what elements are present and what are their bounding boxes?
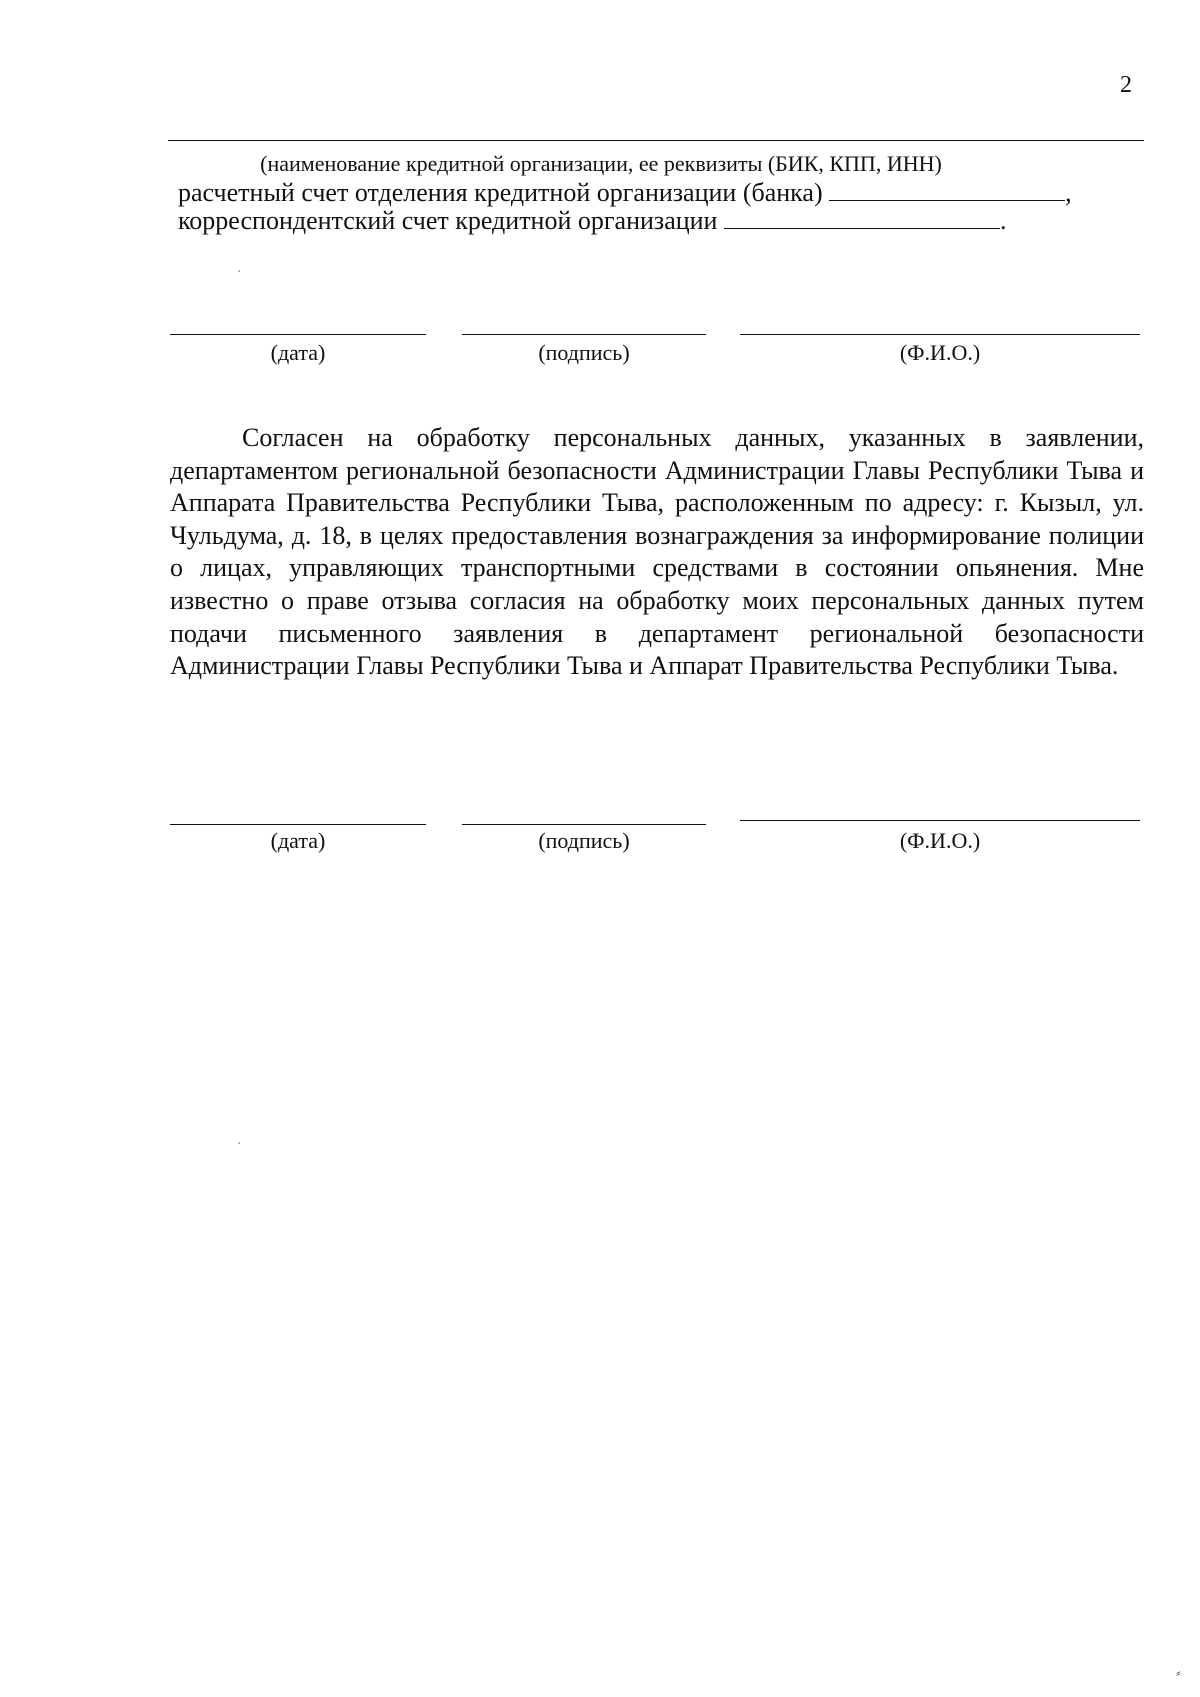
signature-line[interactable] [462,334,706,335]
name-caption: (Ф.И.О.) [899,340,981,365]
name-line[interactable] [740,820,1140,821]
settlement-account-label: расчетный счет отделения кредитной организации (банка) [178,178,823,207]
correspondent-account-blank[interactable] [724,206,1000,229]
corner-scan-mark: ⸗ [1176,1666,1181,1681]
page-number: 2 [1120,72,1132,98]
bank-requisites-caption: (наименование кредитной организации, ее реквизиты (БИК, КПП, ИНН) [260,151,942,176]
signature-caption: (подпись) [538,340,630,365]
consent-paragraph: Согласен на обработку персональных данных, указанных в заявлении, департаментом региональной безопасности Администрации Главы Республики Тыва и Аппарата Правительства Республики Тыва, расположенным по адресу: г. Кызыл, ул. Чульдума, д. 18, в целях предоставления вознаграждения за информирование полиции о лицах, управляющих транспортными средствами в состоянии опьянения. Мне известно о праве отзыва согласия на обработку моих персональных данных путем подачи письменного заявления в департамент региональной безопасности Администрации Главы Республики Тыва и Аппарат Правительства Республики Тыва. [170,423,1144,681]
date-caption: (дата) [270,340,326,365]
signature-line[interactable] [462,824,706,825]
scan-speck [238,270,240,272]
name-caption: (Ф.И.О.) [899,828,981,853]
correspondent-account-label: корреспондентский счет кредитной организации [178,206,718,235]
settlement-account-end: , [1065,178,1072,207]
correspondent-account-line [178,206,1006,236]
date-line[interactable] [170,334,426,335]
settlement-account-line [178,178,1072,208]
date-caption: (дата) [270,828,326,853]
signature-caption: (подпись) [538,828,630,853]
scan-speck [238,1142,240,1144]
bank-name-rule [168,140,1144,141]
correspondent-account-end: . [999,206,1007,235]
name-line[interactable] [740,334,1140,335]
settlement-account-blank[interactable] [829,178,1065,201]
date-line[interactable] [170,824,426,825]
